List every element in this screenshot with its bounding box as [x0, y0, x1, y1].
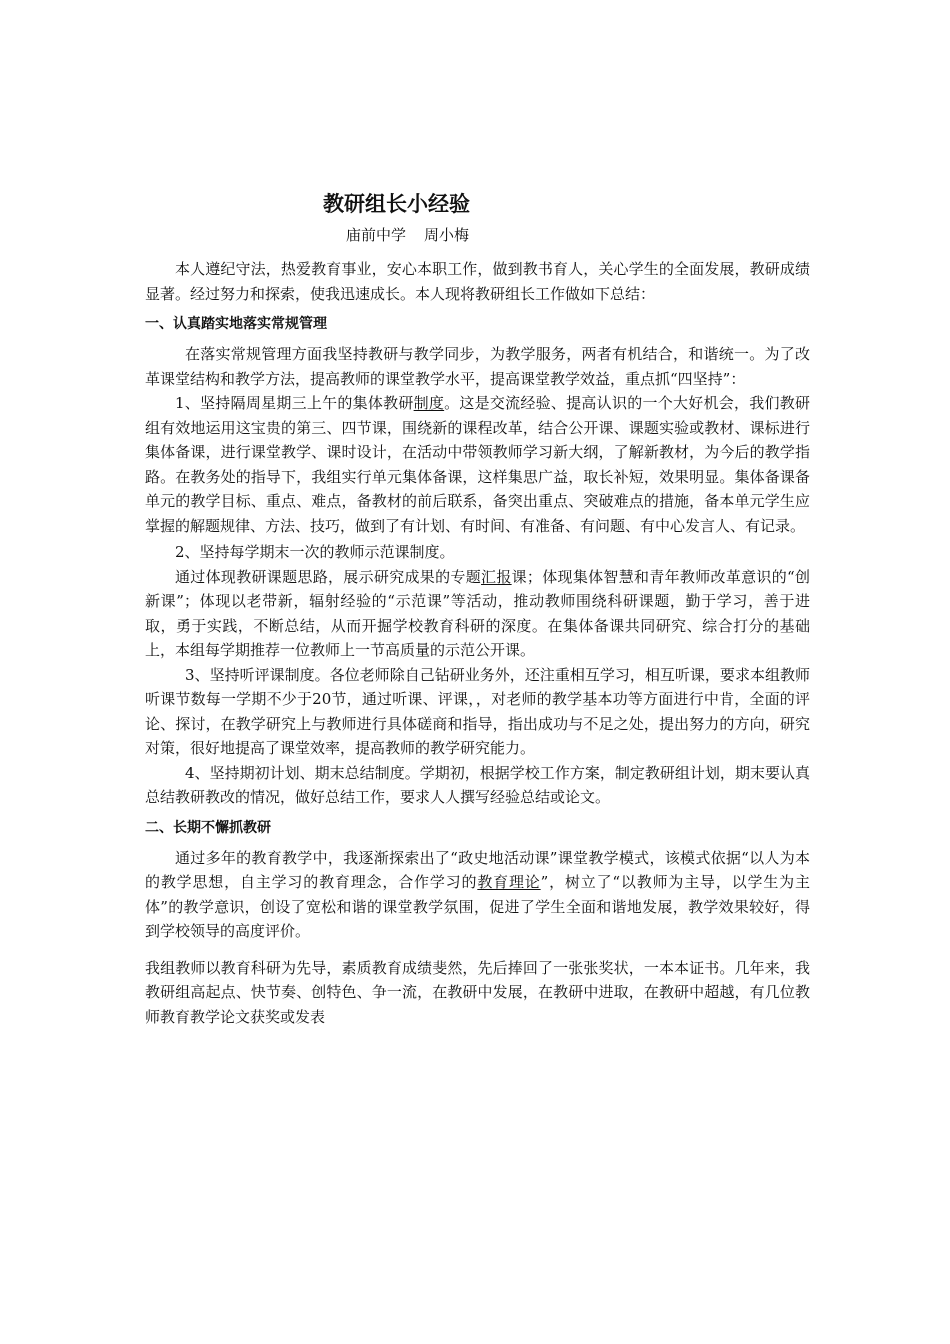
section2-para1: 通过多年的教育教学中，我逐渐探索出了“政史地活动课”课堂教学模式，该模式依据“以人为本的教学思想，自主学习的教育理念，合作学习的教育理论”，树立了“以教师为主导，以学生为主体”的教学意识，创设了宽松和谐的课堂教学氛围，促进了学生全面和谐地发展，教学效果较好，得到学校领导的高度评价。: [145, 848, 810, 940]
author-line: [145, 223, 810, 247]
section1-item3: 3、坚持听评课制度。各位老师除自己钻研业务外，还注重相互学习，相互听课，要求本组教师听课节数每一学期不少于20节，通过听课、评课，，对老师的教学基本功等方面进行中肯，全面的评论、探讨，在教学研究上与教师进行具体磋商和指导，指出成功与不足之处，提出努力的方向，研究对策，很好地提高了课堂效率，提高教师的教学研究能力。: [145, 665, 810, 757]
section1-item2-body: 通过体现教研课题思路，展示研究成果的专题汇报课；体现集体智慧和青年教师改革意识的“创新课”；体现以老带新，辐射经验的“示范课”等活动，推动教师围绕科研课题，勤于学习，善于进取，勇于实践，不断总结，从而开掘学校教育科研的深度。在集体备课共同研究、综合打分的基础上，本组每学期推荐一位教师上一节高质量的示范公开课。: [145, 567, 810, 659]
link-zhidu[interactable]: 制度: [413, 394, 445, 412]
section2-para2: 我组教师以教育科研为先导，素质教育成绩斐然，先后捧回了一张张奖状，一本本证书。几年来，我教研组高起点、快节奏、创特色、争一流，在教研中发展，在教研中进取，在教研中超越，有几位教师教育教学论文获奖或发表: [145, 958, 810, 1026]
section1-item4: 4、坚持期初计划、期末总结制度。学期初，根据学校工作方案，制定教研组计划，期末要认真总结教研教改的情况，做好总结工作，要求人人撰写经验总结或论文。: [145, 763, 810, 806]
document-title: 教研组长小经验: [323, 192, 470, 216]
document-body: [145, 187, 810, 1029]
section1-item1: 1、坚持隔周星期三上午的集体教研制度。这是交流经验、提高认识的一个大好机会，我们教研组有效地运用这宝贵的第三、四节课，围绕新的课程改革，结合公开课、课题实验或教材、课标进行集体备课，进行课堂教学、课时设计，在活动中带领教师学习新大纲，了解新教材，为今后的教学指路。在教务处的指导下，我组实行单元集体备课，这样集思广益，取长补短，效果明显。集体备课备单元的教学目标、重点、难点，备教材的前后联系，备突出重点、突破难点的措施，备本单元学生应掌握的解题规律、方法、技巧，做到了有计划、有时间、有准备、有问题、有中心发言人、有记录。: [145, 394, 810, 535]
author-name: 周小梅: [424, 226, 470, 244]
section1-heading: 一、认真踏实地落实常规管理: [145, 316, 327, 332]
section1-lead: 在落实常规管理方面我坚持教研与教学同步，为教学服务，两者有机结合，和谐统一。为了改革课堂结构和教学方法，提高教师的课堂教学水平，提高课堂教学效益，重点抓“四坚持”：: [145, 345, 810, 388]
author-school: 庙前中学: [346, 226, 407, 244]
link-jiaoyu-lilun[interactable]: 教育理论: [477, 873, 541, 891]
link-huibao[interactable]: 汇报: [481, 567, 512, 586]
section1-item2-title: 2、坚持每学期末一次的教师示范课制度。: [175, 543, 455, 561]
section2-heading: 二、长期不懈抓教研: [145, 819, 271, 836]
intro-paragraph: 本人遵纪守法，热爱教育事业，安心本职工作，做到教书育人，关心学生的全面发展，教研成绩显著。经过努力和探索，使我迅速成长。本人现将教研组长工作做如下总结：: [145, 260, 810, 303]
